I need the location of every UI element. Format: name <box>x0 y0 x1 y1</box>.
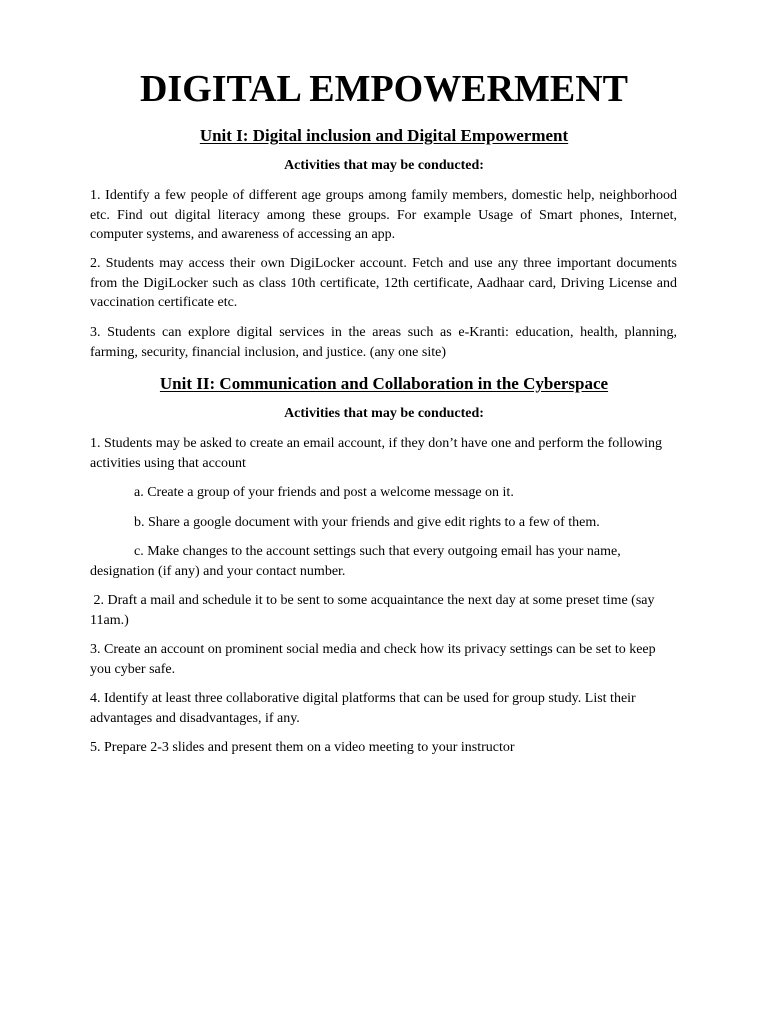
unit2-item-5: 5. Prepare 2-3 slides and present them on a video meeting to your instructor <box>90 740 515 755</box>
unit2-item-4: 4. Identify at least three collaborative digital platforms that can be used for group study. List their advantages and disadvantages, if any. <box>90 691 636 726</box>
unit2-activities-label: Activities that may be conducted: <box>284 406 484 421</box>
unit1-item-3: 3. Students can explore digital services in the areas such as e-Kranti: education, health, planning, farming, security, financial inclusion, and justice. (any one site) <box>90 325 677 360</box>
unit2-heading <box>0 373 768 395</box>
unit2-heading-text: Unit II: Communication and Collaboration in the Cyberspace <box>159 374 609 393</box>
unit1-item-2: 2. Students may access their own DigiLocker account. Fetch and use any three important documents from the DigiLocker such as class 10th certificate, 12th certificate, Aadhaar card, Driving License and vaccination certificate etc. <box>90 256 677 310</box>
unit2-item-2: 2. Draft a mail and schedule it to be sent to some acquaintance the next day at some preset time (say 11am.) <box>90 593 658 628</box>
unit2-subitem-a: a. Create a group of your friends and post a welcome message on it. <box>134 485 514 500</box>
unit2-item-1: 1. Students may be asked to create an email account, if they don’t have one and perform the following activities using that account <box>90 436 663 471</box>
document-title: DIGITAL EMPOWERMENT <box>139 68 629 110</box>
unit2-subitem-c: c. Make changes to the account settings such that every outgoing email has your name, designation (if any) and your contact number. <box>90 544 621 579</box>
unit2-subitem-b: b. Share a google document with your friends and give edit rights to a few of them. <box>134 515 600 530</box>
unit1-heading-text: Unit I: Digital inclusion and Digital Empowerment <box>199 126 569 145</box>
unit1-heading <box>0 125 768 147</box>
unit2-item-3: 3. Create an account on prominent social media and check how its privacy settings can be set to keep you cyber safe. <box>90 642 656 677</box>
unit1-activities-label: Activities that may be conducted: <box>284 158 484 173</box>
unit1-item-1: 1. Identify a few people of different age groups among family members, domestic help, neighborhood etc. Find out digital literacy among these groups. For example Usage of Smart phones, Internet, computer systems, and awareness of accessing an app. <box>90 188 677 242</box>
